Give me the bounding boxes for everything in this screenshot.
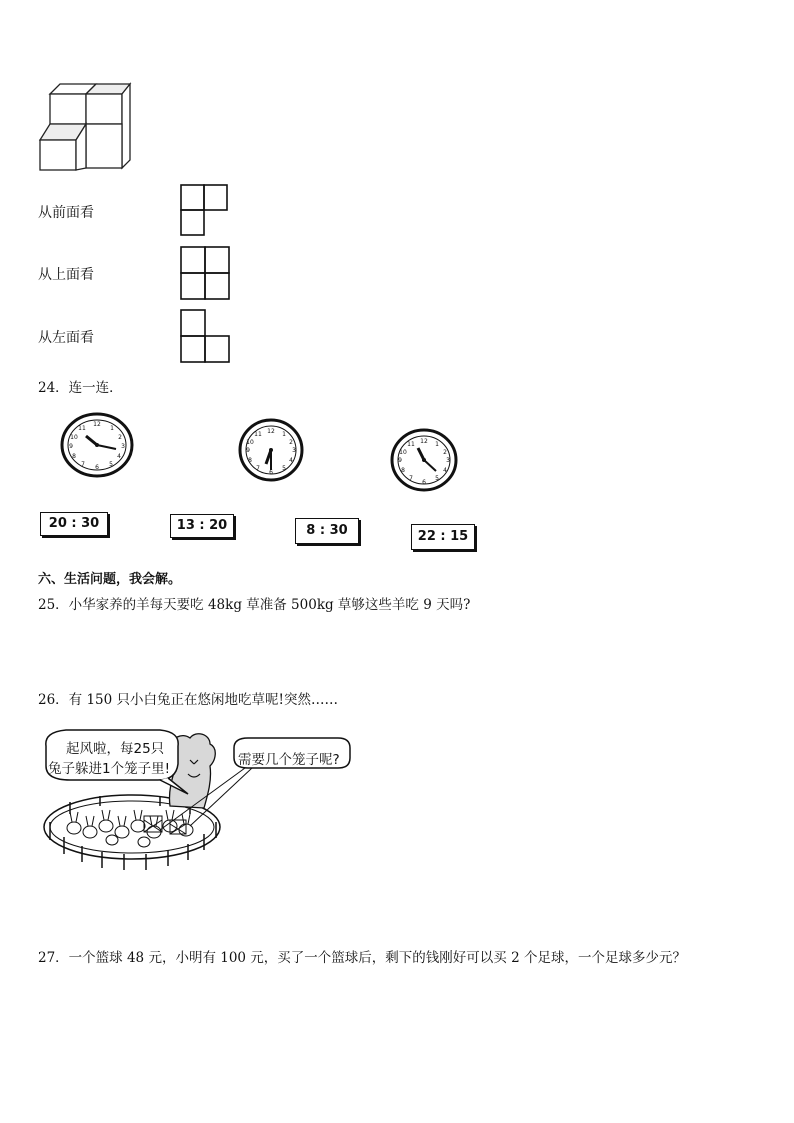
svg-text:7: 7 [409, 475, 413, 482]
svg-text:6: 6 [95, 464, 99, 471]
top-view-grid [180, 246, 232, 302]
svg-text:12: 12 [420, 438, 428, 445]
svg-text:3: 3 [292, 447, 296, 454]
svg-text:3: 3 [121, 443, 125, 450]
svg-text:8: 8 [401, 467, 405, 474]
svg-text:1: 1 [282, 431, 286, 438]
svg-text:12: 12 [93, 421, 101, 428]
svg-text:2: 2 [118, 434, 122, 441]
svg-text:9: 9 [246, 447, 250, 454]
time-box-4: 22 : 15 [411, 524, 475, 550]
time-box-2: 13 : 20 [170, 514, 234, 538]
view-left-label: 从左面看 [38, 330, 94, 346]
svg-text:5: 5 [109, 461, 113, 468]
svg-text:11: 11 [78, 425, 86, 432]
q24-title: 24．连一连． [38, 380, 123, 396]
svg-text:7: 7 [256, 465, 260, 472]
svg-text:11: 11 [407, 441, 415, 448]
svg-text:12: 12 [267, 428, 275, 435]
svg-text:1: 1 [435, 441, 439, 448]
svg-text:2: 2 [289, 439, 293, 446]
clock-2 [238, 418, 304, 482]
svg-text:10: 10 [399, 449, 407, 456]
clock-3 [390, 428, 458, 492]
time-box-3: 8 : 30 [295, 518, 359, 544]
view-front-label: 从前面看 [38, 205, 94, 221]
q26-text: 26．有 150 只小白兔正在悠闲地吃草呢!突然…… [38, 692, 338, 708]
section6-title: 六、生活问题，我会解。 [38, 572, 182, 587]
svg-text:6: 6 [422, 479, 426, 486]
svg-text:4: 4 [117, 453, 121, 460]
svg-text:1: 1 [110, 425, 114, 432]
time-box-1: 20 : 30 [40, 512, 108, 536]
svg-text:10: 10 [70, 434, 78, 441]
svg-text:5: 5 [435, 475, 439, 482]
bubble-left-line1: 起风啦，每25只 [66, 741, 165, 757]
clock-1 [60, 412, 134, 478]
view-top-label: 从上面看 [38, 267, 94, 283]
svg-text:4: 4 [443, 467, 447, 474]
svg-text:2: 2 [443, 449, 447, 456]
svg-text:5: 5 [282, 465, 286, 472]
q25-text: 25．小华家养的羊每天要吃 48kg 草准备 500kg 草够这些羊吃 9 天吗? [38, 597, 471, 613]
svg-text:10: 10 [246, 439, 254, 446]
cube-figure [38, 80, 138, 176]
svg-text:7: 7 [81, 461, 85, 468]
svg-text:4: 4 [289, 457, 293, 464]
svg-text:8: 8 [248, 457, 252, 464]
svg-text:11: 11 [254, 431, 262, 438]
bubble-right: 需要几个笼子呢? [238, 752, 340, 768]
svg-text:9: 9 [398, 457, 402, 464]
bubble-left-line2: 兔子躲进1个笼子里! [48, 761, 171, 777]
svg-text:3: 3 [446, 457, 450, 464]
svg-text:9: 9 [69, 443, 73, 450]
svg-text:6: 6 [269, 469, 273, 476]
front-view-grid [180, 184, 230, 238]
left-view-grid [180, 309, 232, 365]
svg-text:8: 8 [72, 453, 76, 460]
q27-text: 27．一个篮球 48 元，小明有 100 元，买了一个篮球后，剩下的钱刚好可以买 2 个足球，一个足球多少元？ [38, 950, 686, 966]
